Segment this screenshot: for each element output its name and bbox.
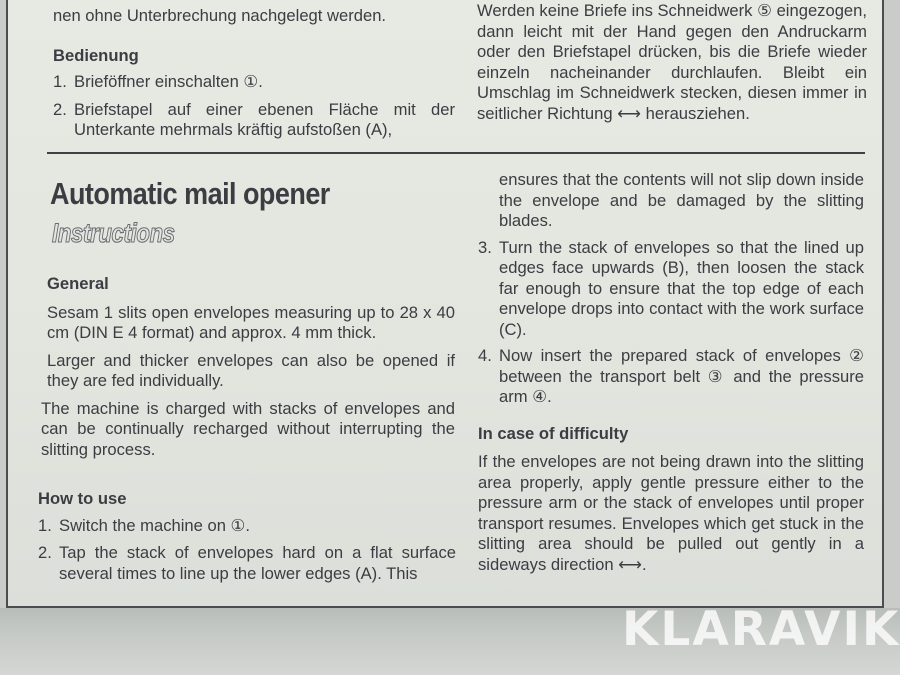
how-to-steps-left: [38, 516, 456, 585]
german-operation-steps: [53, 72, 455, 141]
step-text: Tap the stack of envelopes hard on a flat surface several times to line up the lower edges (A). This: [59, 543, 456, 583]
step-number: 1.: [38, 515, 52, 535]
general-paragraphs: [41, 302, 455, 461]
general-paragraph: The machine is charged with stacks of envelopes and can be continually recharged without interrupting the slitting process.: [41, 398, 455, 459]
how-to-heading: How to use: [38, 489, 127, 508]
list-item: [38, 543, 456, 584]
section-divider: [47, 152, 865, 154]
list-item: [53, 72, 455, 93]
step2-continuation: ensures that the contents will not slip down inside the envelope and be damaged by the slitting blades.: [499, 170, 864, 230]
step-number: 3.: [478, 237, 492, 257]
watermark-logo: KLARAVIK: [622, 602, 900, 657]
step-number: 2.: [53, 99, 67, 119]
list-item: [38, 516, 456, 537]
step-number: 2.: [38, 543, 52, 562]
difficulty-heading: In case of difficulty: [478, 423, 629, 443]
general-heading: General: [47, 274, 109, 293]
difficulty-text: If the envelopes are not being drawn into the slitting area properly, apply gentle pressure either to the pressure arm or the stack of envelopes until proper transport resumes. Envelopes which get stuck in the slitting area should be pulled out gently in a sideways direction ⟷.: [478, 452, 864, 574]
general-paragraph: Sesam 1 slits open envelopes measuring up to 28 x 40 cm (DIN E 4 format) and approx. 4 mm thick.: [47, 302, 455, 342]
page-title: Automatic mail opener: [50, 176, 330, 211]
german-left-column: [53, 6, 455, 141]
german-operation-heading: Bedienung: [53, 45, 139, 65]
step-number: 1.: [53, 72, 67, 91]
list-item: [478, 238, 864, 341]
list-item: [478, 346, 864, 408]
english-left-column: [41, 274, 455, 460]
step-text: Briefstapel auf einer ebenen Fläche mit der Unterkante mehrmals kräftig aufstoßen (A),: [74, 99, 455, 139]
list-item: [53, 100, 455, 141]
step-text: Turn the stack of envelopes so that the lined up edges face upwards (B), then loosen the stack far enough to ensure that the top edge of each envelope drops into contact with the work surface (C).: [499, 237, 864, 339]
page-subtitle: Instructions: [52, 218, 175, 248]
general-paragraph: Larger and thicker envelopes can also be opened if they are fed individually.: [47, 350, 455, 390]
german-right-column: [477, 1, 867, 124]
step-text: Now insert the prepared stack of envelopes ② between the transport belt ③ and the pressure arm ④.: [499, 346, 864, 406]
english-right-column: [478, 170, 864, 575]
how-to-column: [38, 489, 456, 584]
how-to-steps-right: [478, 238, 864, 408]
german-left-fragment: nen ohne Unterbrechung nachgelegt werden.: [53, 6, 387, 25]
step-text: Switch the machine on ①.: [59, 515, 251, 535]
step-number: 4.: [478, 346, 492, 365]
german-difficulty-text: Werden keine Briefe ins Schneidwerk ⑤ eingezogen, dann leicht mit der Hand gegen den Andruckarm oder den Briefstapel drücken, bis die Briefe wieder einzeln nacheinander durchlaufen. Bleibt ein Umschlag im Schneidwerk stecken, diesen immer in seitlicher Richtung ⟷ herausziehen.: [477, 1, 867, 123]
step-text: Brieföffner einschalten ①.: [74, 72, 263, 91]
